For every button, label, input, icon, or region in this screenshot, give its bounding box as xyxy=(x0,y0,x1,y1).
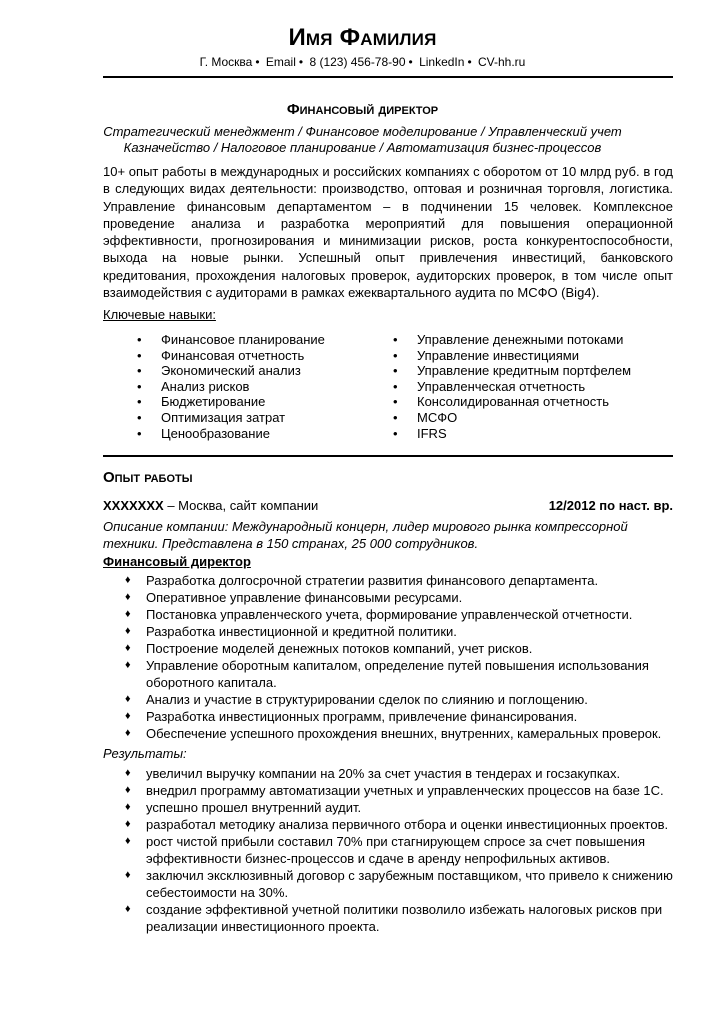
diamond-bullet-icon: ♦ xyxy=(125,608,131,620)
diamond-bullet-icon: ♦ xyxy=(125,710,131,722)
skills-title: Ключевые навыки: xyxy=(103,307,216,322)
duty-text: Оперативное управление финансовыми ресурсами. xyxy=(146,590,463,605)
skill-item xyxy=(137,332,325,348)
contact-phone: 8 (123) 456-78-90 xyxy=(309,55,406,69)
skill-item xyxy=(393,348,631,364)
diamond-bullet-icon: ♦ xyxy=(125,835,131,847)
duty-text: Обеспечение успешного прохождения внешних, внутренних, камеральных проверок. xyxy=(146,726,662,741)
summary-paragraph: 10+ опыт работы в международных и российских компаниях с оборотом от 10 млрд руб. в год в следующих видах деятельности: производство, оптовая и розничная торговля, логистика. Управление финансовым департаментом – в подчинении 15 человек. Комплексное проведение анализа и разработка мероприятий для повышения операционной эффективности, прогнозирования и минимизации рисков, роста конкурентоспособности, выхода на новые рынки. Успешный опыт привлечения инвестиций, банковского кредитования, прохождения налоговых проверок, аудиторских проверок, в том числе опыт взаимодействия с аудиторами в рамках ежеквартального аудита по МСФО (Big4). xyxy=(103,164,673,301)
company-location: – Москва, сайт компании xyxy=(163,498,319,513)
skill-item xyxy=(393,394,631,410)
focus-line-2: Казначейство / Налоговое планирование / Автоматизация бизнес-процессов xyxy=(123,140,602,155)
skill-label: Бюджетирование xyxy=(161,394,266,410)
skill-label: МСФО xyxy=(417,409,458,425)
bullet-dot: • xyxy=(137,394,142,410)
result-item xyxy=(103,816,673,833)
skill-item xyxy=(137,363,325,379)
skill-label: Управление инвестициями xyxy=(417,347,579,363)
header-divider xyxy=(103,76,673,78)
results-list xyxy=(103,765,673,935)
skill-item xyxy=(137,426,325,442)
skills-list-left xyxy=(137,332,325,441)
bullet-dot: • xyxy=(393,425,398,441)
role-title: Финансовый директор xyxy=(103,554,251,569)
diamond-bullet-icon: ♦ xyxy=(125,659,131,671)
duty-item xyxy=(103,708,673,725)
result-text: создание эффективной учетной политики позволило избежать налоговых рисков при реализации инвестиционного проекта. xyxy=(146,902,663,934)
company-line xyxy=(103,498,673,513)
separator: • xyxy=(255,55,260,69)
result-item xyxy=(103,901,673,935)
duty-text: Управление оборотным капиталом, определение путей повышения использования оборотного капитала. xyxy=(146,658,649,690)
contact-website[interactable]: CV-hh.ru xyxy=(477,55,526,69)
duty-text: Разработка долгосрочной стратегии развития финансового департамента. xyxy=(146,573,599,588)
result-text: рост чистой прибыли составил 70% при стагнирующем спросе за счет повышения эффективности бизнес-процессов и сдаче в аренду непрофильных активов. xyxy=(146,834,645,866)
duty-item xyxy=(103,725,673,742)
diamond-bullet-icon: ♦ xyxy=(125,818,131,830)
bullet-dot: • xyxy=(137,378,142,394)
duty-item xyxy=(103,640,673,657)
position-title: Финансовый директор xyxy=(286,101,439,118)
result-item xyxy=(103,867,673,901)
diamond-bullet-icon: ♦ xyxy=(125,591,131,603)
bullet-dot: • xyxy=(393,378,398,394)
result-text: разработал методику анализа первичного отбора и оценки инвестиционных проектов. xyxy=(146,817,669,832)
skill-item xyxy=(137,348,325,364)
duty-item xyxy=(103,606,673,623)
duty-text: Построение моделей денежных потоков компаний, учет рисков. xyxy=(146,641,533,656)
contact-line xyxy=(0,55,725,69)
skill-item xyxy=(393,410,631,426)
diamond-bullet-icon: ♦ xyxy=(125,727,131,739)
skill-item xyxy=(137,394,325,410)
skill-label: Финансовое планирование xyxy=(161,332,325,347)
experience-title: Опыт работы xyxy=(103,469,193,486)
result-text: увеличил выручку компании на 20% за счет участия в тендерах и госзакупках. xyxy=(146,766,621,781)
diamond-bullet-icon: ♦ xyxy=(125,801,131,813)
bullet-dot: • xyxy=(393,409,398,425)
skill-label: Оптимизация затрат xyxy=(161,409,286,425)
bullet-dot: • xyxy=(137,332,142,347)
diamond-bullet-icon: ♦ xyxy=(125,625,131,637)
skill-label: Управление кредитным портфелем xyxy=(417,363,632,379)
skill-item xyxy=(137,379,325,395)
diamond-bullet-icon: ♦ xyxy=(125,903,131,915)
duty-text: Разработка инвестиционной и кредитной политики. xyxy=(146,624,457,639)
bullet-dot: • xyxy=(393,347,398,363)
skill-item xyxy=(393,379,631,395)
company-description: Описание компании: Международный концерн, лидер мирового рынка компрессорной техники. Представлена в 150 странах, 25 000 сотрудников. xyxy=(103,519,628,551)
skill-label: IFRS xyxy=(417,425,447,441)
focus-line-1: Стратегический менеджмент / Финансовое моделирование / Управленческий учет xyxy=(103,124,622,139)
duty-item xyxy=(103,691,673,708)
result-text: заключил эксклюзивный договор с зарубежным поставщиком, что привело к снижению себестоимости на 30%. xyxy=(146,868,673,900)
contact-email[interactable]: Email xyxy=(265,55,296,69)
skill-label: Управленческая отчетность xyxy=(417,378,586,394)
contact-city: Г. Москва xyxy=(199,55,253,69)
duty-text: Постановка управленческого учета, формирование управленческой отчетности. xyxy=(146,607,633,622)
skill-item xyxy=(393,363,631,379)
bullet-dot: • xyxy=(137,347,142,363)
diamond-bullet-icon: ♦ xyxy=(125,869,131,881)
duty-item xyxy=(103,657,673,691)
diamond-bullet-icon: ♦ xyxy=(125,574,131,586)
bullet-dot: • xyxy=(393,363,398,379)
skill-label: Ценообразование xyxy=(161,425,270,441)
employment-dates: 12/2012 по наст. вр. xyxy=(548,498,673,513)
result-text: внедрил программу автоматизации учетных и управленческих процессов на базе 1С. xyxy=(146,783,664,798)
duty-text: Разработка инвестиционных программ, привлечение финансирования. xyxy=(146,709,578,724)
contact-linkedin[interactable]: LinkedIn xyxy=(419,55,465,69)
skill-label: Анализ рисков xyxy=(161,378,250,394)
result-item xyxy=(103,765,673,782)
bullet-dot: • xyxy=(137,425,142,441)
company-name: XXXXXXX xyxy=(103,498,164,513)
diamond-bullet-icon: ♦ xyxy=(125,693,131,705)
diamond-bullet-icon: ♦ xyxy=(125,642,131,654)
bullet-dot: • xyxy=(137,409,142,425)
duty-text: Анализ и участие в структурировании сделок по слиянию и поглощению. xyxy=(146,692,588,707)
skill-item xyxy=(393,332,631,348)
candidate-name: Имя Фамилия xyxy=(288,24,437,51)
duty-item xyxy=(103,572,673,589)
skill-label: Консолидированная отчетность xyxy=(417,394,610,410)
diamond-bullet-icon: ♦ xyxy=(125,784,131,796)
separator: • xyxy=(298,55,304,69)
section-divider xyxy=(103,455,673,457)
duty-item xyxy=(103,623,673,640)
result-item xyxy=(103,799,673,816)
results-title: Результаты: xyxy=(103,746,187,761)
bullet-dot: • xyxy=(393,394,398,410)
skill-label: Экономический анализ xyxy=(161,363,301,379)
separator: • xyxy=(467,55,472,69)
duties-list xyxy=(103,572,673,742)
bullet-dot: • xyxy=(137,363,142,379)
result-item xyxy=(103,782,673,799)
skill-label: Управление денежными потоками xyxy=(417,332,624,347)
diamond-bullet-icon: ♦ xyxy=(125,767,131,779)
duty-item xyxy=(103,589,673,606)
skills-list-right xyxy=(393,332,631,441)
skill-label: Финансовая отчетность xyxy=(161,347,305,363)
result-item xyxy=(103,833,673,867)
result-text: успешно прошел внутренний аудит. xyxy=(146,800,362,815)
skill-item xyxy=(393,426,631,442)
skill-item xyxy=(137,410,325,426)
separator: • xyxy=(408,55,413,69)
bullet-dot: • xyxy=(393,332,398,347)
